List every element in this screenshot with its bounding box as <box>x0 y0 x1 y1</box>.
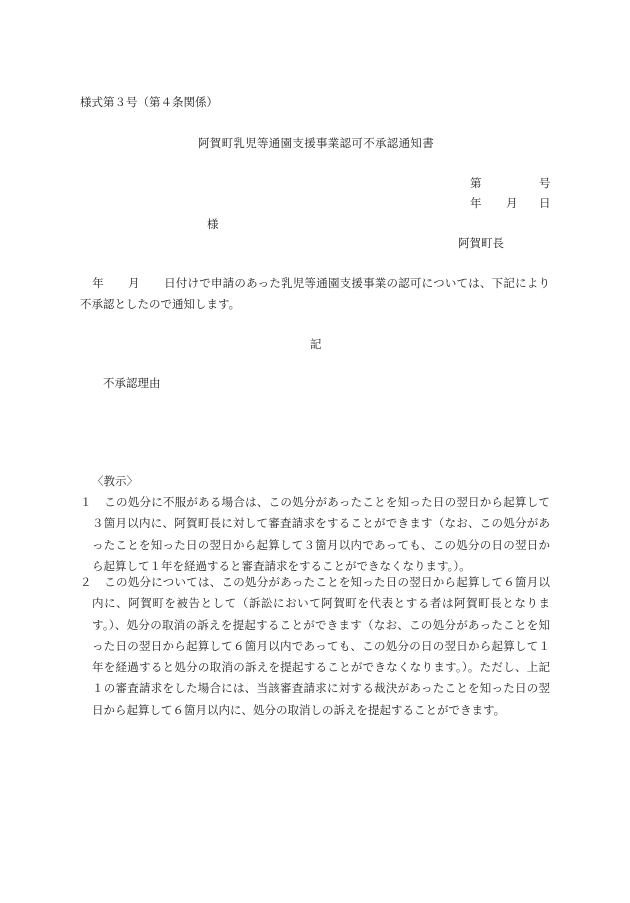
issuer: 阿賀町長 <box>458 236 504 250</box>
body-year: 年 <box>92 276 104 290</box>
instruction-item <box>80 572 550 721</box>
instruction-item <box>80 492 550 577</box>
addressee-suffix: 様 <box>207 217 219 231</box>
body-month: 月 <box>127 276 140 290</box>
ki-label: 記 <box>310 337 322 351</box>
date-year: 年 <box>470 196 482 210</box>
instruction-number: １ <box>80 495 92 509</box>
body-rest: 日付けで申請のあった乳児等通園支援事業の認可については、下記により不承認としたので通知します。 <box>80 276 551 311</box>
date-month: 月 <box>506 196 518 210</box>
ref-go: 号 <box>539 176 551 190</box>
date-day: 日 <box>539 196 551 210</box>
instruction-text: この処分に不服がある場合は、この処分があったことを知った日の翌日から起算して３箇月以内に、阿賀町長に対して審査請求をすることができます（なお、この処分があったことを知った日の翌日から起算して３箇月以内であっても、この処分の日の翌日から起算して１年を経過すると審査請求をすることができなくなります。）。 <box>92 495 550 573</box>
ref-dai: 第 <box>470 176 482 190</box>
form-label: 様式第３号（第４条関係） <box>80 95 218 109</box>
instruction-heading: 〈教示〉 <box>92 474 138 488</box>
document-title: 阿賀町乳児等通園支援事業認可不承認通知書 <box>198 136 434 150</box>
reason-label: 不承認理由 <box>103 376 161 390</box>
body-paragraph <box>80 273 550 315</box>
instruction-text: この処分については、この処分があったことを知った日の翌日から起算して６箇月以内に、阿賀町を被告として（訴訟において阿賀町を代表とする者は阿賀町長となります。）、処分の取消の訴えを提起することができます（なお、この処分があったことを知った日の翌日から起算して６箇月以内であっても、この処分の日の翌日から起算して１年を経過すると処分の取消の訴えを提起することができなくなります。）。ただし、上記１の審査請求をした場合には、当該審査請求に対する裁決があったことを知った日の翌日から起算して６箇月以内に、処分の取消しの訴えを提起することができます。 <box>92 575 550 717</box>
instruction-number: ２ <box>80 575 92 589</box>
